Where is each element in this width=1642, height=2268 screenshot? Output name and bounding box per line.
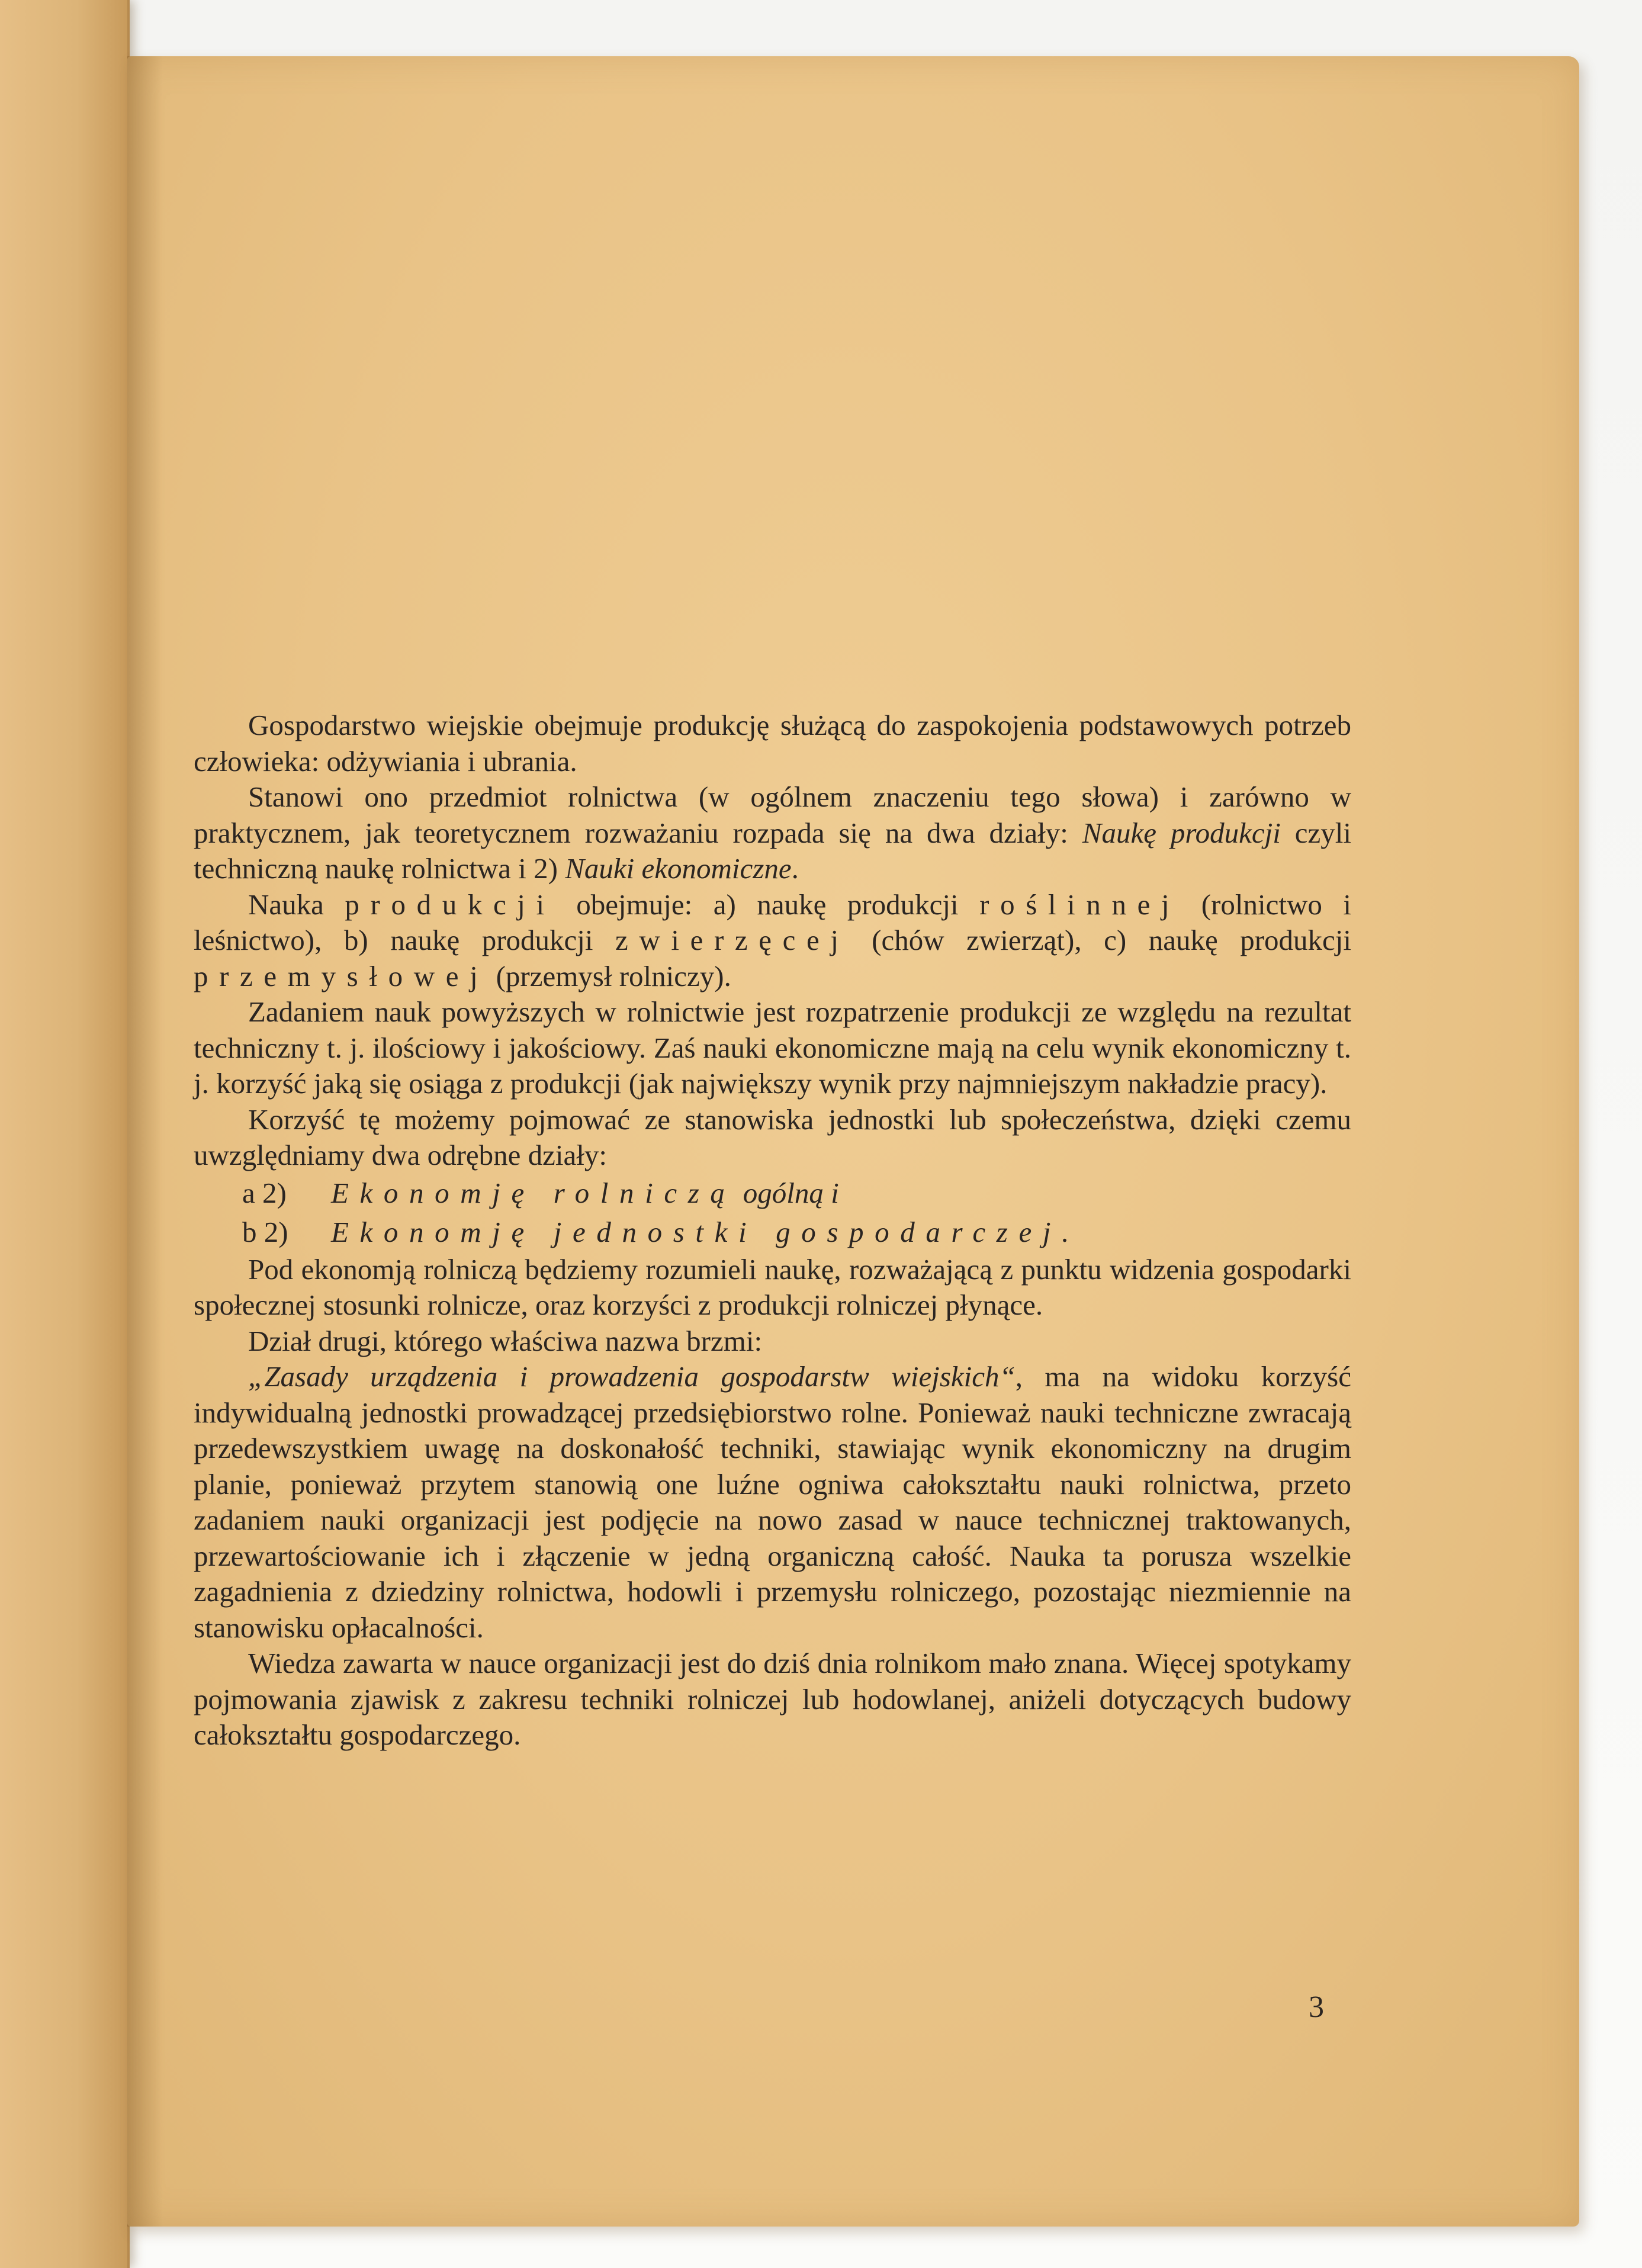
term-nauki-ekonomiczne: Nauki ekonomiczne	[565, 852, 792, 885]
list-item-a	[194, 1174, 1351, 1213]
paragraph-1-text: Gospodarstwo wiejskie obejmuje produkcję służącą do zaspokojenia podstawowych potrzeb człowieka: odżywiania i ubrania.	[194, 709, 1351, 778]
paragraph-8	[194, 1359, 1351, 1646]
list-marker-b: b 2)	[242, 1215, 288, 1248]
paragraph-7	[194, 1323, 1351, 1360]
paragraph-3-text-b: obejmuje: a) naukę produkcji	[555, 888, 980, 921]
list-term-b: Ekonomję jednostki gospodarczej	[331, 1215, 1062, 1248]
quoted-title: „Zasady urządzenia i prowadzenia gospodarstw wiejskich“	[248, 1360, 1016, 1393]
paragraph-4	[194, 994, 1351, 1102]
paragraph-2-text-cont: czyli techniczną naukę rolnictwa i 2)	[194, 816, 1351, 885]
paragraph-3-text-e: (przemysł rolniczy).	[489, 959, 731, 992]
page-number: 3	[1309, 1990, 1324, 2024]
book-page	[127, 56, 1579, 2227]
list-term-a: Ekonomję rolniczą	[331, 1176, 736, 1209]
paragraph-5	[194, 1102, 1351, 1174]
paragraph-3	[194, 887, 1351, 995]
paragraph-6-text: Pod ekonomją rolniczą będziemy rozumieli naukę, rozważającą z punktu widzenia gospodarki społecznej stosunki rolnicze, oraz korzyści z produkcji rolniczej płynące.	[194, 1252, 1351, 1321]
paragraph-2	[194, 779, 1351, 887]
list-term-a-rest: ogólną i	[735, 1176, 839, 1209]
paragraph-6	[194, 1252, 1351, 1323]
spaced-term-zwierzecej: zwierzęcej	[615, 924, 850, 956]
spaced-term-przemyslowej: przemysłowej	[194, 959, 489, 992]
paragraph-2-text: Stanowi ono przedmiot rolnictwa (w ogólnem znaczeniu tego słowa) i zarówno w praktycznem, jak teoretycznem rozważaniu rozpada się na dwa działy:	[194, 780, 1351, 849]
list-item-b	[194, 1213, 1351, 1252]
list-term-b-rest: .	[1062, 1215, 1069, 1248]
body-text	[194, 708, 1351, 1753]
paragraph-3-text-d: (chów zwierząt), c) naukę produkcji	[849, 924, 1351, 956]
paragraph-1	[194, 708, 1351, 779]
paragraph-9-text: Wiedza zawarta w nauce organizacji jest do dziś dnia rolnikom mało znana. Więcej spotykamy pojmowania zjawisk z zakresu techniki rolniczej lub hodowlanej, aniżeli dotyczących budowy całokształtu gospodarczego.	[194, 1647, 1351, 1751]
list-marker-a: a 2)	[242, 1176, 287, 1209]
paragraph-4-text: Zadaniem nauk powyższych w rolnictwie jest rozpatrzenie produkcji ze względu na rezultat techniczny t. j. ilościowy i jakościowy. Zaś nauki ekonomiczne mają na celu wynik ekonomiczny t. j. korzyść jaką się osiąga z produkcji (jak największy wynik przy najmniejszym nakładzie pracy).	[194, 995, 1351, 1100]
spaced-term-produkcji: produkcji	[345, 888, 555, 921]
term-nauka-produkcji: Naukę produkcji	[1082, 816, 1281, 849]
paragraph-3-text-c: (rolnictwo i leśnictwo), b) naukę produkcji	[194, 888, 1351, 956]
paragraph-9	[194, 1646, 1351, 1753]
paragraph-8-text: , ma na widoku korzyść indywidualną jednostki prowadzącej przedsiębiorstwo rolne. Ponieważ nauki techniczne zwracają przedewszystkiem uwagę na doskonałość techniki, stawiając wynik ekonomiczny na drugim planie, ponieważ przytem stanowią one luźne ogniwa całokształtu nauki rolnictwa, przeto zadaniem nauki organizacji jest podjęcie na nowo zasad w nauce technicznej traktowanych, przewartościowanie ich i złączenie w jedną organiczną całość. Nauka ta porusza wszelkie zagadnienia z dziedziny rolnictwa, hodowli i przemysłu rolniczego, pozostając niezmiennie na stanowisku opłacalności.	[194, 1360, 1351, 1644]
paragraph-5-text: Korzyść tę możemy pojmować ze stanowiska jednostki lub społeczeństwa, dzięki czemu uwzględniamy dwa odrębne działy:	[194, 1103, 1351, 1171]
paragraph-7-text: Dział drugi, którego właściwa nazwa brzmi:	[248, 1324, 763, 1357]
paragraph-2-end: .	[791, 852, 799, 885]
facing-page-edge	[0, 0, 130, 2268]
paragraph-3-text: Nauka	[248, 888, 345, 921]
spaced-term-roslinnej: roślinnej	[979, 888, 1181, 921]
spine-shadow	[127, 56, 163, 2227]
